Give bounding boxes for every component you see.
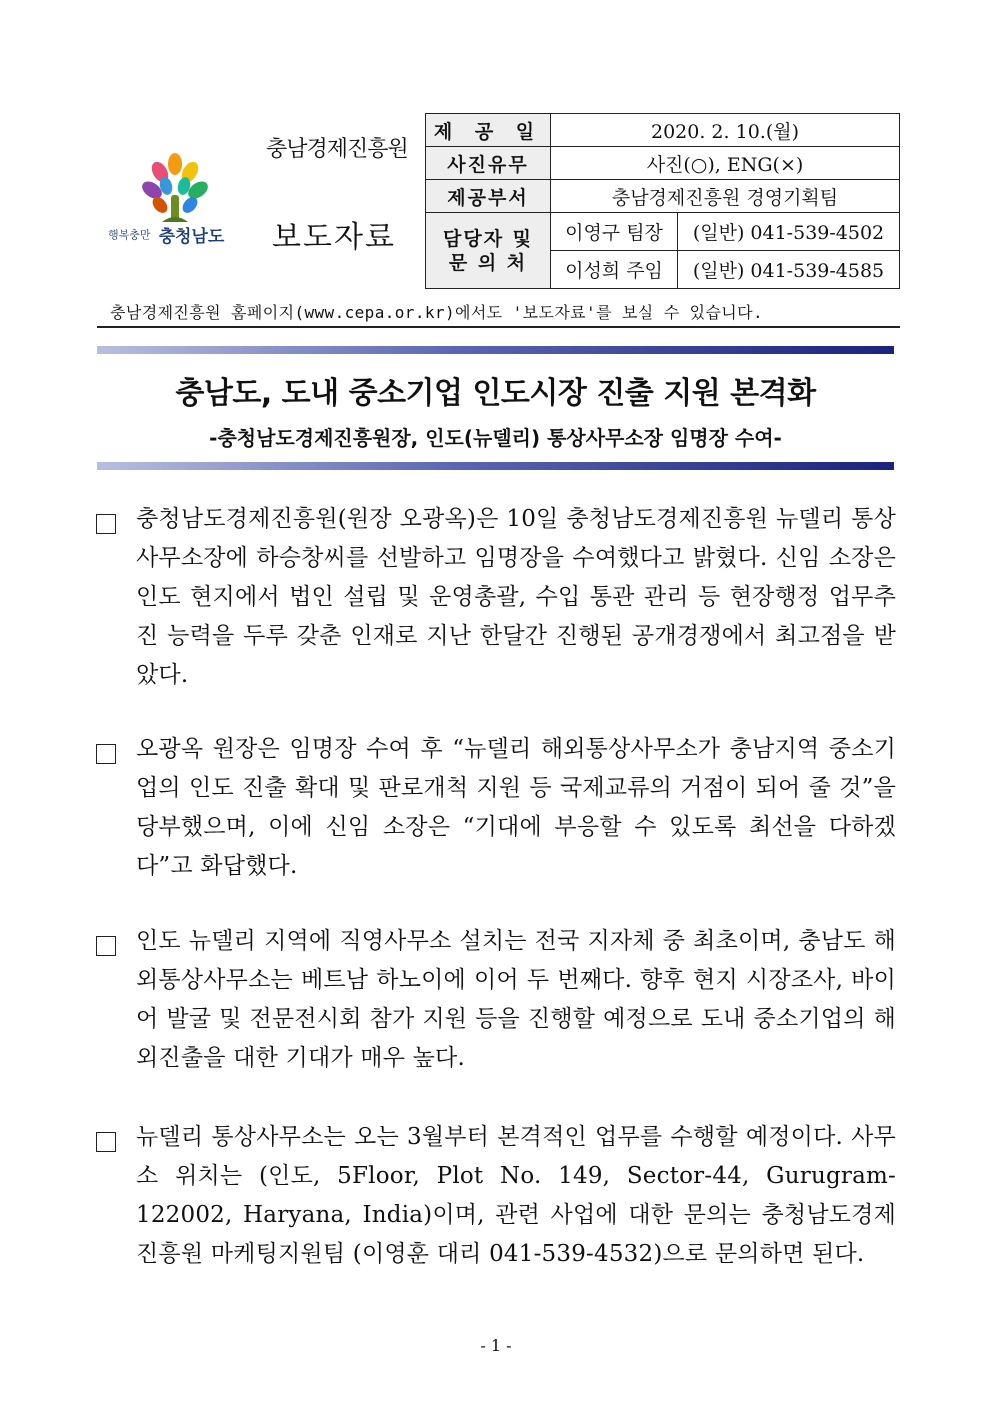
contact-phone: (일반) 041-539-4502 [678,213,900,251]
paragraph-text: 충청남도경제진흥원(원장 오광옥)은 10일 충청남도경제진흥원 뉴델리 통상사무소장에 하승창씨를 선발하고 임명장을 수여했다고 밝혔다. 신임 소장은 인도 현지에서 법인 설립 및 운영총괄, 수입 통관 관리 등 현장행정 업무추진 능력을 두루 갖춘 인재로 지난 한달간 진행된 공개경쟁에서 최고점을 받았다. [136,506,896,688]
dept-label: 제공부서 [426,180,551,213]
headline-subtitle: -충청남도경제진흥원장, 인도(뉴델리) 통상사무소장 임명장 수여- [209,426,782,450]
release-info-table [425,113,900,289]
date-value: 2020. 2. 10.(월) [551,114,900,147]
contact-label [426,213,551,289]
header-divider [97,326,900,328]
homepage-note: 충남경제진흥원 홈페이지(www.cepa.or.kr)에서도 '보도자료'를 보실 수 있습니다. [110,303,764,322]
headline-bar-top [97,346,894,354]
logo-slogan: 행복충만 [108,228,151,242]
contact-person: 이영구 팀장 [551,213,678,251]
page-number: - 1 - [480,1336,512,1355]
photo-value: 사진(○), ENG(×) [551,147,900,180]
checkbox-bullet-icon [96,1132,116,1152]
logo-name: 충청남도 [158,227,225,247]
body-paragraph [96,1118,896,1274]
checkbox-bullet-icon [96,744,116,764]
photo-label: 사진유무 [426,147,551,180]
headline-bar-bottom [97,462,894,470]
paragraph-text: 오광옥 원장은 임명장 수여 후 “뉴델리 해외통상사무소가 충남지역 중소기업의 인도 진출 확대 및 판로개척 지원 등 국제교류의 거점이 되어 줄 것”을 당부했으며, 이에 신임 소장은 “기대에 부응할 수 있도록 최선을 다하겠다”고 화답했다. [136,736,896,879]
contact-phone: (일반) 041-539-4585 [678,251,900,289]
contact-label-line1: 담당자 및 [442,227,534,250]
date-label: 제 공 일 [426,114,551,147]
body-paragraph [96,730,896,886]
headline-title: 충남도, 도내 중소기업 인도시장 진출 지원 본격화 [175,376,816,411]
contact-label-line2: 문 의 처 [448,251,528,274]
org-name: 충남경제진흥원 [266,137,408,162]
chungnam-logo [100,150,250,250]
body-paragraph [96,922,896,1078]
checkbox-bullet-icon [96,514,116,534]
checkbox-bullet-icon [96,936,116,956]
press-release-label: 보도자료 [272,220,396,255]
paragraph-text: 인도 뉴델리 지역에 직영사무소 설치는 전국 지자체 중 최초이며, 충남도 해외통상사무소는 베트남 하노이에 이어 두 번째다. 향후 현지 시장조사, 바이어 발굴 및 전문전시회 참가 지원 등을 진행할 예정으로 도내 중소기업의 해외진출을 대한 기대가 매우 높다. [136,928,896,1071]
paragraph-text: 뉴델리 통상사무소는 오는 3월부터 본격적인 업무를 수행할 예정이다. 사무소 위치는 (인도, 5Floor, Plot No. 149, Sector-44, Gurugram-122002, Haryana, India)이며, 관련 사업에 대한 문의는 충청남도경제진흥원 마케팅지원팀 (이영훈 대리 041-539-4532)으로 문의하면 된다. [136,1124,896,1267]
body-paragraph [96,500,896,695]
contact-person: 이성희 주임 [551,251,678,289]
dept-value: 충남경제진흥원 경영기획팀 [551,180,900,213]
